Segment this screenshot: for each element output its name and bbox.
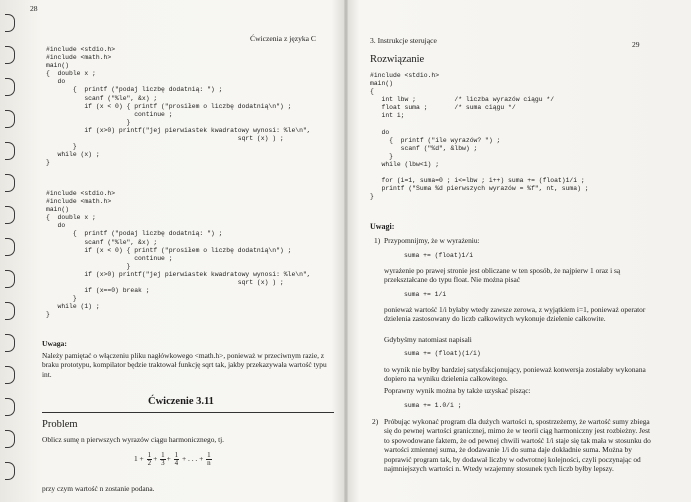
code-1-line: scanf ("%le", &x) ; bbox=[46, 94, 158, 102]
code-2-line: #include <math.h> bbox=[46, 198, 112, 206]
binder-ring bbox=[5, 142, 15, 160]
code-1-line: } bbox=[46, 118, 131, 126]
binder-ring bbox=[5, 366, 15, 384]
page-number-left: 28 bbox=[30, 4, 38, 13]
code-1-line: { printf ("podaj liczbę dodatnią: ") ; bbox=[46, 86, 223, 94]
solution-code bbox=[370, 72, 589, 202]
code-2-line: { double x ; bbox=[46, 214, 96, 222]
binder-ring bbox=[5, 238, 15, 256]
code-2-line: continue ; bbox=[46, 254, 173, 262]
note-1-intro: Przypomnijmy, że w wyrażeniu: bbox=[384, 236, 480, 245]
code-1-line: continue ; bbox=[46, 110, 173, 118]
solution-code-line: { bbox=[370, 88, 374, 96]
code-1-line: do bbox=[46, 78, 66, 86]
binder-ring bbox=[5, 174, 15, 192]
right-page bbox=[356, 0, 686, 502]
note-1-alt: Gdybyśmy natomiast napisali bbox=[384, 335, 472, 344]
problem-text: Oblicz sumę n pierwszych wyrazów ciągu harmonicznego, tj. bbox=[42, 435, 225, 444]
fraction-1-4: $\frac{1}{4}$ bbox=[174, 451, 179, 467]
solution-code-line bbox=[370, 169, 589, 177]
solution-code-line: printf ("Suma %d pierwszych wyrazów = %f", nt, suma) ; bbox=[370, 185, 589, 193]
code-1-line: while (x) ; bbox=[46, 151, 100, 159]
solution-code-line: while (lbw<1) ; bbox=[370, 161, 440, 169]
code-2-line: } bbox=[46, 311, 50, 319]
code-2-line: while (1) ; bbox=[46, 303, 100, 311]
solution-code-line: int lbw ; /* liczba wyrazów ciągu */ bbox=[370, 96, 555, 104]
formula-mid: + . . . + bbox=[182, 454, 204, 464]
problem-after-text: przy czym wartość n zostanie podana. bbox=[42, 484, 155, 493]
note-1-code-3: suma += (float)(1/i) bbox=[404, 350, 481, 357]
code-2-line: do bbox=[46, 222, 66, 230]
note-1-correct: Poprawny wynik można by także uzyskać pisząc: bbox=[384, 386, 531, 395]
binder-ring bbox=[5, 398, 15, 416]
binder-ring bbox=[5, 462, 15, 480]
uwaga-text: Należy pamiętać o włączeniu pliku nagłówkowego <math.h>, ponieważ w przeciwnym razie, z braku prototypu, kompilator będzie traktował funkcję sqrt tak, jakby przekazywała wartość typu int. bbox=[42, 351, 327, 379]
problem-title: Problem bbox=[42, 419, 78, 430]
note-2-number: 2) bbox=[372, 417, 379, 426]
left-page bbox=[26, 0, 336, 502]
binder-ring bbox=[5, 206, 15, 224]
solution-code-line: } bbox=[370, 193, 374, 201]
harmonic-formula: 1 + $\frac{1}{2}$ + $\frac{1}{3}$ + $\frac{1}{4}$ + . . . + $\frac{1}{n}$ bbox=[134, 451, 211, 467]
solution-code-line: int i; bbox=[370, 112, 405, 120]
fraction-1-2: $\frac{1}{2}$ bbox=[147, 451, 152, 467]
note-1-code-1: suma += (float)1/i bbox=[404, 252, 474, 259]
solution-code-line: #include <stdio.h> bbox=[370, 72, 440, 79]
code-1-line: #include <math.h> bbox=[46, 54, 112, 62]
code-listing-1 bbox=[46, 46, 311, 167]
code-2-line: if (x==0) break ; bbox=[46, 287, 150, 295]
formula-lead: 1 + bbox=[134, 454, 144, 464]
binder-ring bbox=[5, 430, 15, 448]
running-head-left: Ćwiczenia z języka C bbox=[250, 34, 316, 43]
note-1-number: 1) bbox=[374, 236, 381, 245]
uwagi-title: Uwagi: bbox=[370, 222, 395, 231]
note-1-explanation: wyrażenie po prawej stronie jest obliczane w ten sposób, że najpierw 1 oraz i są przekształcane do typu float. Nie można pisać bbox=[384, 266, 621, 285]
solution-code-line: main() bbox=[370, 80, 394, 88]
code-2-line: sqrt (x) ) ; bbox=[46, 279, 284, 287]
binder-ring bbox=[5, 110, 15, 128]
code-2-line: } bbox=[46, 262, 131, 270]
code-1-line: #include <stdio.h> bbox=[46, 46, 116, 53]
exercise-title: Ćwiczenie 3.11 bbox=[148, 396, 214, 407]
code-2-line: } bbox=[46, 295, 77, 303]
note-1-code-2: suma += 1/i bbox=[404, 291, 447, 298]
solution-code-line: } bbox=[370, 152, 394, 160]
code-2-line: { printf ("podaj liczbę dodatnią: ") ; bbox=[46, 230, 223, 238]
code-1-line: } bbox=[46, 159, 50, 167]
code-listing-2 bbox=[46, 190, 311, 320]
code-1-line: if (x < 0) { printf ("prosiłem o liczbę dodatnią\n") ; bbox=[46, 102, 292, 110]
code-2-line: scanf ("%le", &x) ; bbox=[46, 238, 158, 246]
note-1-result: to wynik nie byłby bardziej satysfakcjonujący, ponieważ konwersja zostałaby wykonana dopiero na wyniku dzielenia całkowitego. bbox=[384, 365, 646, 384]
code-2-line: if (x < 0) { printf ("prosiłem o liczbę dodatnią\n") ; bbox=[46, 246, 292, 254]
fraction-1-n: $\frac{1}{n}$ bbox=[207, 451, 211, 467]
code-2-line: main() bbox=[46, 206, 70, 214]
binder-ring bbox=[5, 14, 15, 32]
note-1-code-4: suma += 1.0/i ; bbox=[404, 402, 462, 409]
code-1-line: { double x ; bbox=[46, 70, 96, 78]
binder-rings bbox=[0, 0, 18, 502]
note-2-text: Próbując wykonać program dla dużych wartości n, spostrzeżemy, że wartość sumy zbiega się do pewnej wartości granicznej, mimo że w teorii ciąg harmoniczny jest rozbieżny. Jest to spowodowane faktem, że od pewnej chwili wartość 1/i staje się tak mała w stosunku do wartości zmiennej suma, że dodawanie 1/i do suma daje dokładnie suma. Można by poprawić program tak, by dodawał liczby w odwrotnej kolejności, czyli poczynając od najmniejszych wartości n. Wtedy wzajemny stosunek tych liczb byłby lepszy. bbox=[384, 417, 651, 474]
solution-code-line: do bbox=[370, 128, 390, 136]
note-1-reason: ponieważ wartość 1/i byłaby wtedy zawsze zerowa, z wyjątkiem i=1, ponieważ operator dzielenia zastosowany do liczb całkowitych wykonuje dzielenie całkowite. bbox=[384, 305, 646, 324]
solution-code-line: { printf ("ile wyrazów? ") ; bbox=[370, 136, 501, 144]
code-1-line: if (x>0) printf("jej pierwiastek kwadratowy wynosi: %le\n", bbox=[46, 126, 311, 134]
page-number-right: 29 bbox=[632, 40, 640, 49]
code-1-line: main() bbox=[46, 62, 70, 70]
code-1-line: sqrt (x) ) ; bbox=[46, 135, 284, 143]
uwaga-title: Uwaga: bbox=[42, 339, 67, 348]
binder-ring bbox=[5, 302, 15, 320]
binder-ring bbox=[5, 46, 15, 64]
exercise-rule bbox=[42, 412, 334, 413]
binder-ring bbox=[5, 270, 15, 288]
solution-code-line: for (i=1, suma=0 ; i<=lbw ; i++) suma += (float)1/i ; bbox=[370, 177, 585, 185]
code-2-line: if (x>0) printf("jej pierwiastek kwadratowy wynosi: %le\n", bbox=[46, 270, 311, 278]
book-gutter bbox=[344, 0, 348, 502]
binder-ring bbox=[5, 334, 15, 352]
solution-title: Rozwiązanie bbox=[370, 54, 425, 65]
running-head-right: 3. Instrukcje sterujące bbox=[370, 36, 437, 45]
solution-code-line: scanf ("%d", &lbw) ; bbox=[370, 144, 478, 152]
binder-ring bbox=[5, 78, 15, 96]
code-2-line: #include <stdio.h> bbox=[46, 190, 116, 197]
fraction-1-3: $\frac{1}{3}$ bbox=[161, 451, 165, 467]
solution-code-line: float suma ; /* suma ciągu */ bbox=[370, 104, 516, 112]
solution-code-line bbox=[370, 121, 589, 129]
code-1-line: } bbox=[46, 143, 77, 151]
